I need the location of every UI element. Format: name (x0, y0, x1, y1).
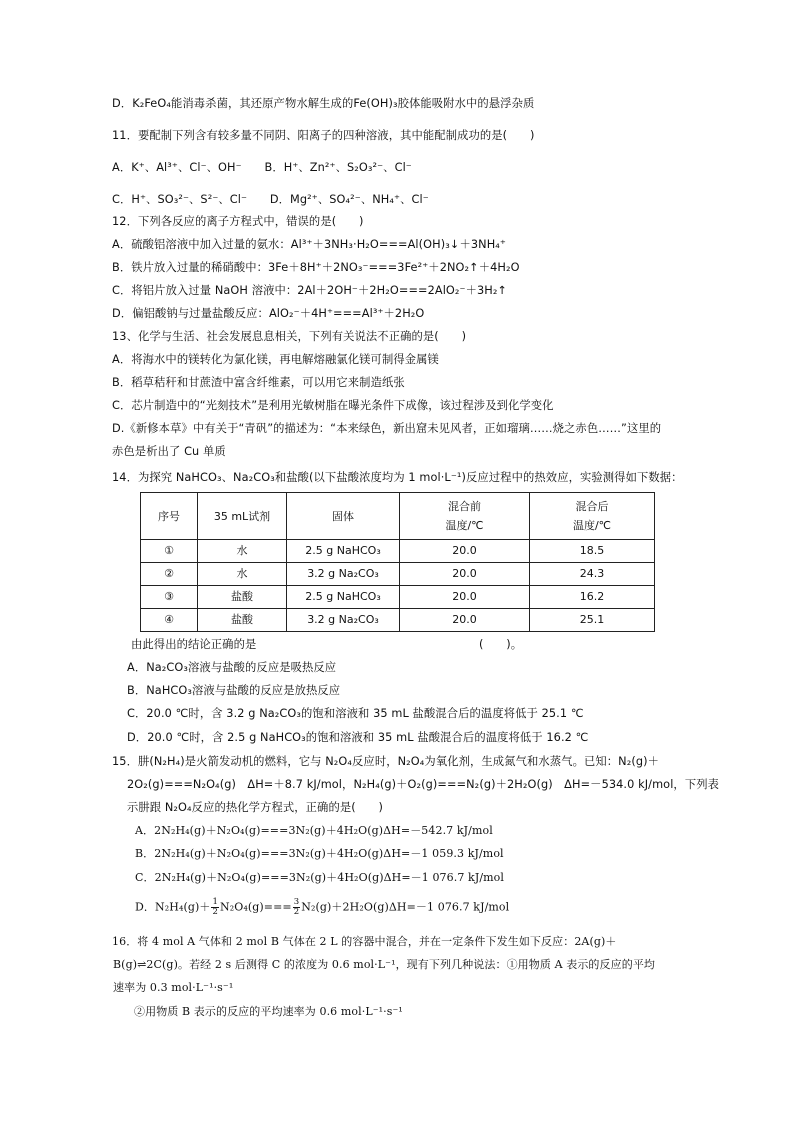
q13-option-c: C．芯片制造中的“光刻技术”是利用光敏树脂在曝光条件下成像，该过程涉及到化学变化 (112, 399, 554, 412)
q12-stem: 12．下列各反应的离子方程式中，错误的是( ) (112, 215, 364, 228)
table-cell: 20.0 (400, 586, 530, 609)
fraction-three-halves (293, 898, 301, 917)
q13-option-d-line2: 赤色是析出了 Cu 单质 (112, 445, 226, 458)
q16-statement-2: ②用物质 B 表示的反应的平均速率为 0.6 mol·L⁻¹·s⁻¹ (134, 1005, 403, 1018)
q11-options-ab: A．K⁺、Al³⁺、Cl⁻、OH⁻ B．H⁺、Zn²⁺、S₂O₃²⁻、Cl⁻ (112, 161, 412, 174)
table-cell: 水 (198, 563, 287, 586)
fraction-denominator: 2 (293, 907, 300, 917)
q16-stem-line2: B(g)⇌2C(g)。若经 2 s 后测得 C 的浓度为 0.6 mol·L⁻¹，现有下列几种说法：①用物质 A 表示的反应的平均 (113, 958, 656, 971)
header-cell: 混合后 温度/℃ (530, 493, 655, 540)
q12-option-b: B．铁片放入过量的稀硝酸中：3Fe＋8H⁺＋2NO₃⁻===3Fe²⁺＋2NO₂↑＋4H₂O (112, 261, 520, 274)
q15-option-c: C．2N₂H₄(g)＋N₂O₄(g)===3N₂(g)＋4H₂O(g)ΔH=－1 076.7 kJ/mol (135, 871, 505, 884)
q16-stem-line1: 16．将 4 mol A 气体和 2 mol B 气体在 2 L 的容器中混合，并在一定条件下发生如下反应：2A(g)＋ (112, 935, 617, 948)
q10-option-d: D．K₂FeO₄能消毒杀菌，其还原产物水解生成的Fe(OH)₃胶体能吸附水中的悬浮杂质 (112, 97, 535, 110)
table-cell: 20.0 (400, 609, 530, 632)
header-cell: 序号 (141, 493, 198, 540)
q16-stem-line3: 速率为 0.3 mol·L⁻¹·s⁻¹ (113, 981, 234, 994)
q14-conclusion-stem: 由此得出的结论正确的是 (131, 638, 257, 651)
q15-option-a: A．2N₂H₄(g)＋N₂O₄(g)===3N₂(g)＋4H₂O(g)ΔH=－542.7 kJ/mol (135, 824, 493, 837)
q14-option-a: A．Na₂CO₃溶液与盐酸的反应是吸热反应 (127, 661, 337, 674)
table-cell: 18.5 (530, 540, 655, 563)
q14-data-table (140, 492, 655, 632)
header-cell: 混合前 温度/℃ (400, 493, 530, 540)
q15d-suffix: N₂(g)＋2H₂O(g)ΔH=－1 076.7 kJ/mol (301, 900, 510, 914)
q14-stem: 14．为探究 NaHCO₃、Na₂CO₃和盐酸(以下盐酸浓度均为 1 mol·L⁻¹)反应过程中的热效应，实验测得如下数据： (112, 471, 683, 484)
table-cell: ② (141, 563, 198, 586)
table-cell: 盐酸 (198, 609, 287, 632)
header-cell: 固体 (287, 493, 400, 540)
q12-option-d: D．偏铝酸钠与过量盐酸反应：AlO₂⁻＋4H⁺===Al³⁺＋2H₂O (112, 307, 425, 320)
table-cell: 2.5 g NaHCO₃ (287, 540, 400, 563)
table-cell: ① (141, 540, 198, 563)
table-cell: 3.2 g Na₂CO₃ (287, 609, 400, 632)
table-cell: 16.2 (530, 586, 655, 609)
q13-stem: 13、化学与生活、社会发展息息相关，下列有关说法不正确的是( ) (112, 330, 467, 343)
table-row (141, 586, 655, 609)
table-cell: 24.3 (530, 563, 655, 586)
fraction-numerator: 3 (293, 897, 300, 907)
fraction-one-half (211, 898, 219, 917)
table-row (141, 609, 655, 632)
table-cell: 水 (198, 540, 287, 563)
q15d-prefix: D．N₂H₄(g)＋ (135, 900, 211, 914)
q13-option-b: B．稻草秸秆和甘蔗渣中富含纤维素，可以用它来制造纸张 (112, 376, 405, 389)
fraction-denominator: 2 (212, 907, 218, 917)
q12-option-a: A．硫酸铝溶液中加入过量的氨水：Al³⁺＋3NH₃·H₂O===Al(OH)₃↓＋3NH₄⁺ (112, 238, 506, 251)
q14-option-c: C．20.0 ℃时，含 3.2 g Na₂CO₃的饱和溶液和 35 mL 盐酸混合后的温度将低于 25.1 ℃ (127, 707, 584, 720)
q13-option-a: A．将海水中的镁转化为氯化镁，再电解熔融氯化镁可制得金属镁 (112, 353, 439, 366)
q13-option-d-line1: D.《新修本草》中有关于“青矾”的描述为：“本来绿色，新出窟未见风者，正如瑠璃……烧之赤色……”这里的 (112, 422, 662, 435)
table-row (141, 563, 655, 586)
q14-answer-paren: ( )。 (479, 638, 523, 651)
q15-stem-line3: 示肼跟 N₂O₄反应的热化学方程式，正确的是( ) (127, 801, 384, 814)
table-cell: 2.5 g NaHCO₃ (287, 586, 400, 609)
q15-stem-line1: 15．肼(N₂H₄)是火箭发动机的燃料，它与 N₂O₄反应时，N₂O₄为氧化剂，生成氮气和水蒸气。已知：N₂(g)＋ (112, 755, 660, 768)
q15d-middle: N₂O₄(g)=== (220, 900, 292, 914)
q11-stem: 11．要配制下列含有较多量不同阴、阳离子的四种溶液，其中能配制成功的是( ) (112, 129, 535, 142)
table-header-row (141, 493, 655, 540)
table-row (141, 540, 655, 563)
q11-options-cd: C．H⁺、SO₃²⁻、S²⁻、Cl⁻ D．Mg²⁺、SO₄²⁻、NH₄⁺、Cl⁻ (112, 193, 429, 206)
header-cell: 35 mL试剂 (198, 493, 287, 540)
q15-stem-line2: 2O₂(g)===N₂O₄(g) ΔH=＋8.7 kJ/mol，N₂H₄(g)＋O₂(g)===N₂(g)＋2H₂O(g) ΔH=－534.0 kJ/mol，下列表 (127, 778, 720, 791)
table-cell: 20.0 (400, 540, 530, 563)
q15-option-b: B．2N₂H₄(g)＋N₂O₄(g)===3N₂(g)＋4H₂O(g)ΔH=－1 059.3 kJ/mol (135, 847, 504, 860)
q14-option-d: D．20.0 ℃时，含 2.5 g NaHCO₃的饱和溶液和 35 mL 盐酸混合后的温度将低于 16.2 ℃ (127, 731, 589, 744)
table-cell: 3.2 g Na₂CO₃ (287, 563, 400, 586)
table-cell: ④ (141, 609, 198, 632)
table-cell: 25.1 (530, 609, 655, 632)
q14-option-b: B．NaHCO₃溶液与盐酸的反应是放热反应 (127, 684, 341, 697)
table-cell: 盐酸 (198, 586, 287, 609)
q12-option-c: C．将铝片放入过量 NaOH 溶液中：2Al＋2OH⁻＋2H₂O===2AlO₂⁻＋3H₂↑ (112, 284, 508, 297)
fraction-numerator: 1 (212, 897, 218, 907)
table-cell: ③ (141, 586, 198, 609)
table-cell: 20.0 (400, 563, 530, 586)
q15-option-d (135, 898, 509, 917)
